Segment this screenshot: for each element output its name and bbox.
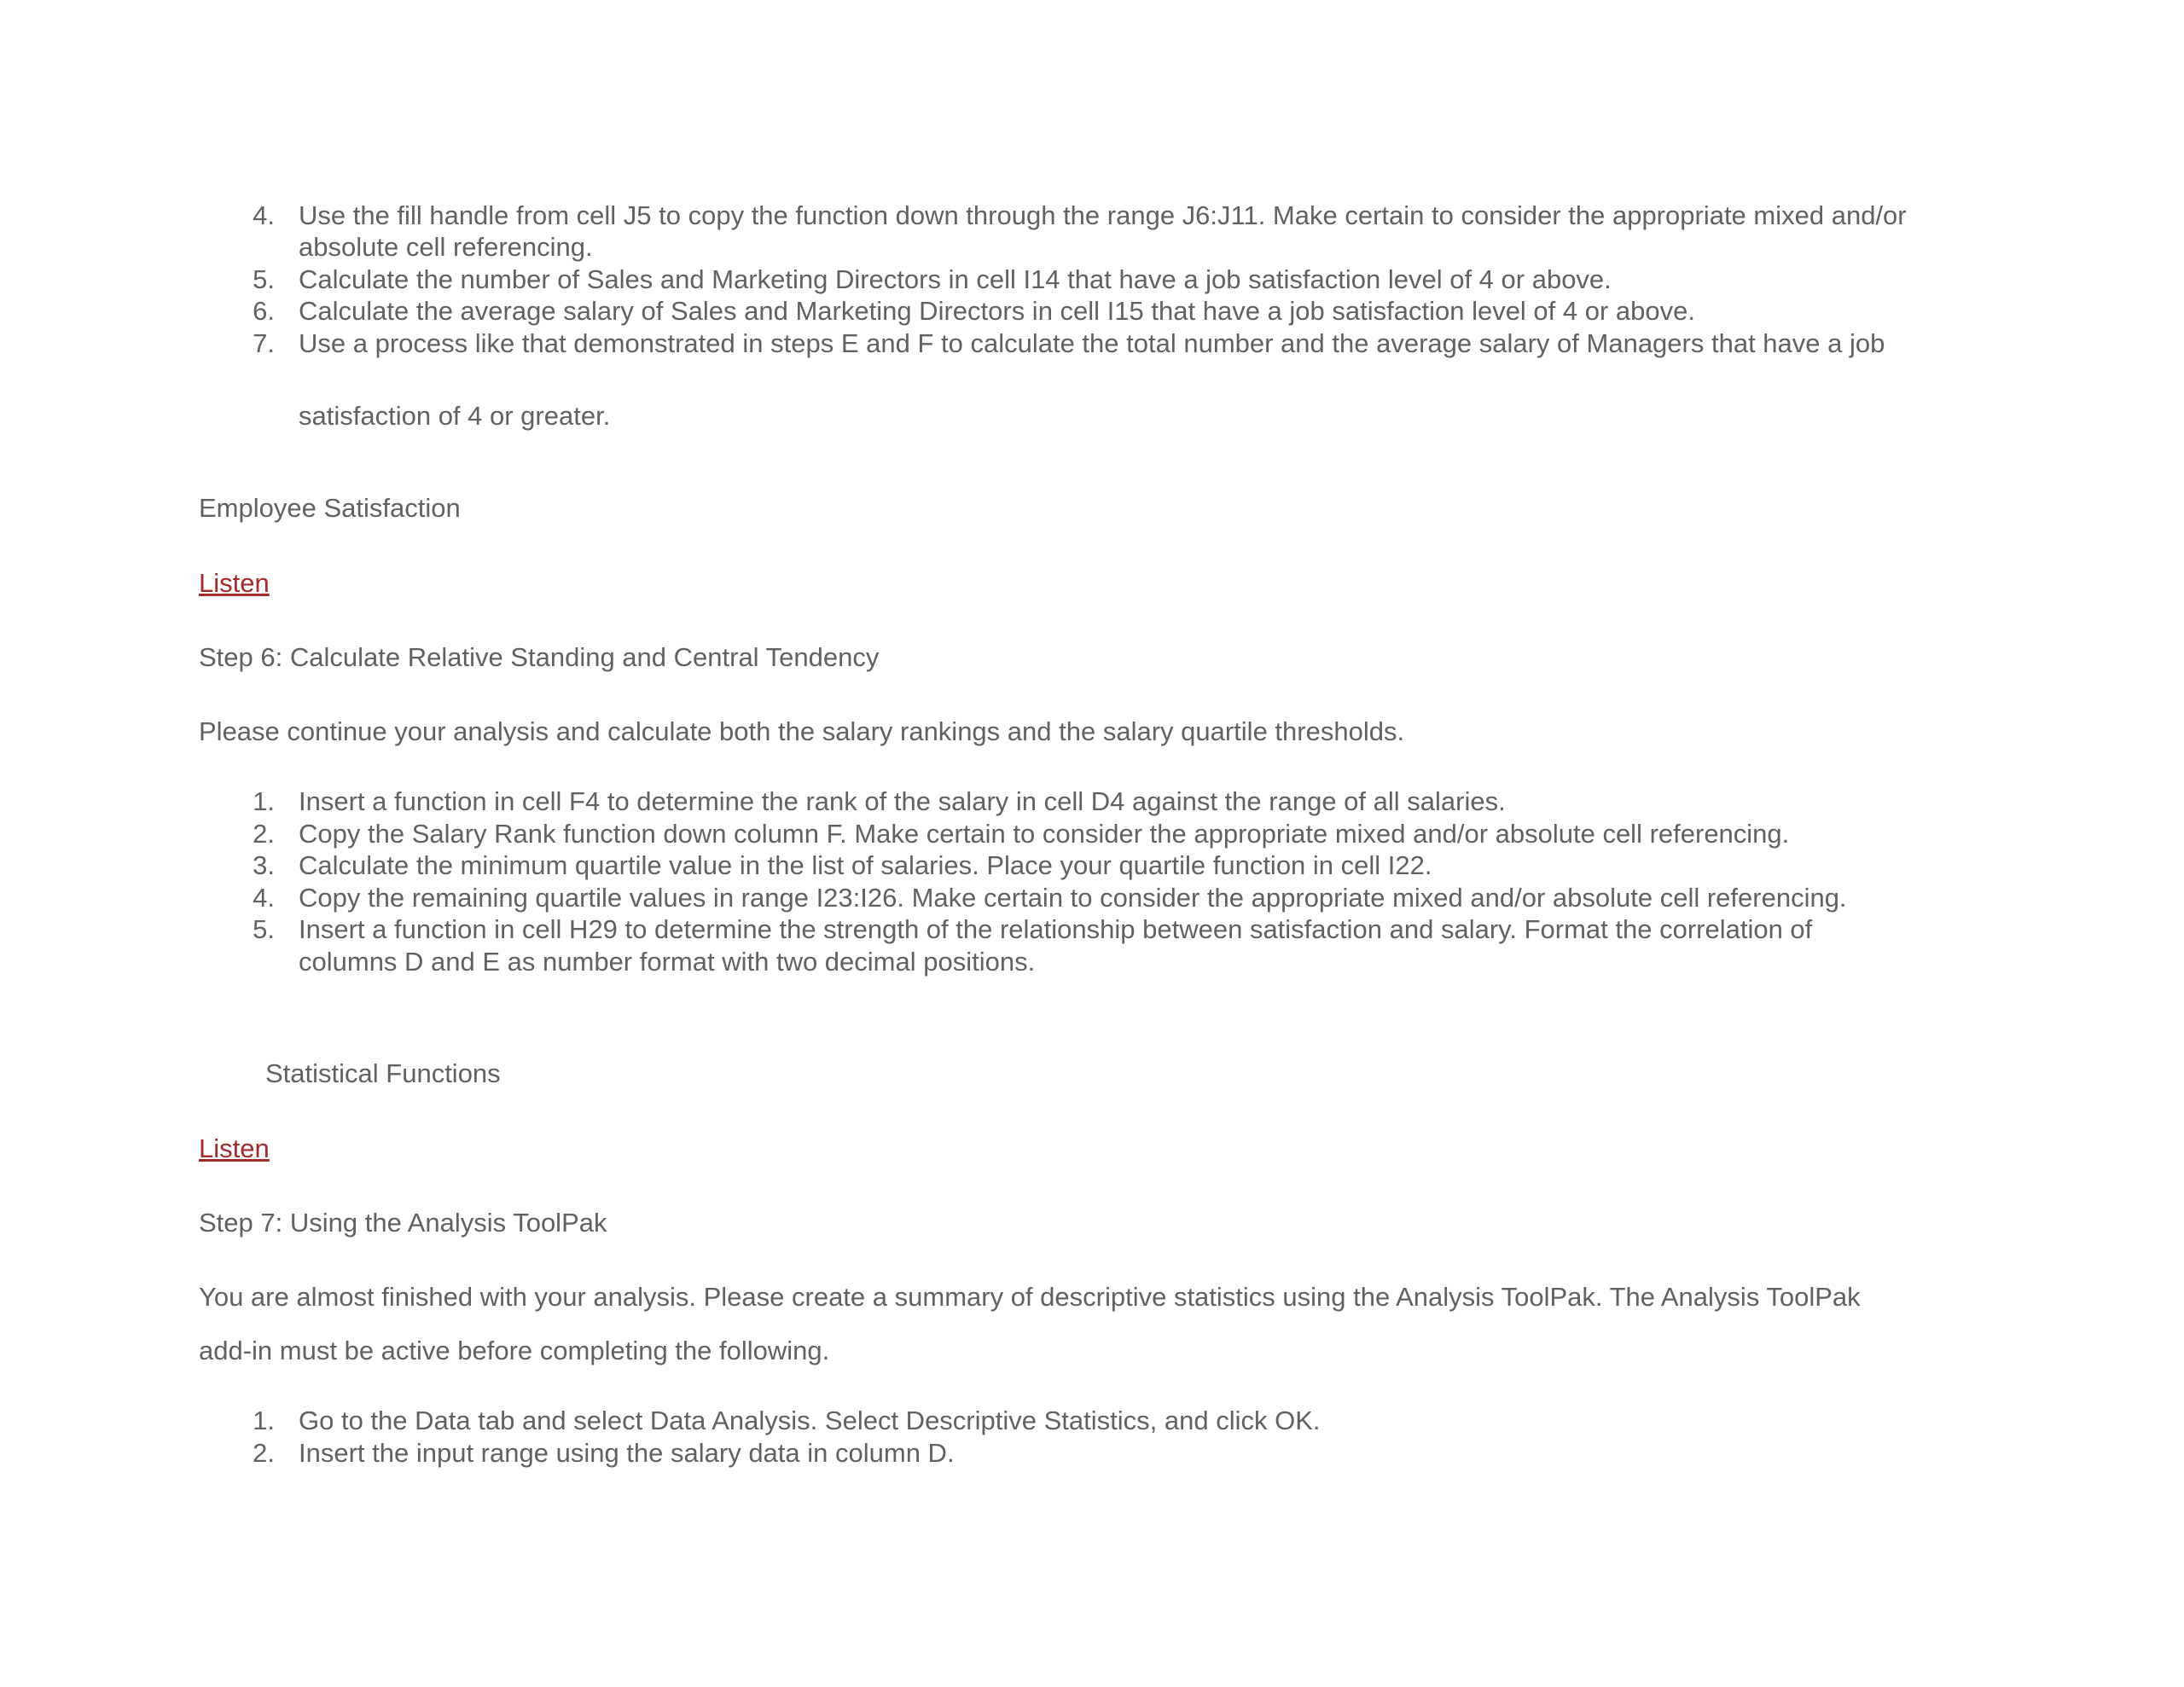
list-item-text-continued: satisfaction of 4 or greater.	[299, 401, 611, 431]
list-item-text: Go to the Data tab and select Data Analysis. Select Descriptive Statistics, and click OK.	[299, 1406, 1321, 1435]
section-heading: Employee Satisfaction	[199, 493, 461, 523]
list-item-text: Calculate the number of Sales and Marketing Directors in cell I14 that have a job satisfaction level of 4 or above.	[299, 264, 1612, 294]
list-item-number: 7.	[253, 328, 275, 358]
list-item-text-continued: columns D and E as number format with two decimal positions.	[299, 947, 1036, 977]
step-title: Step 7: Using the Analysis ToolPak	[199, 1208, 607, 1238]
list-item-number: 5.	[253, 914, 275, 944]
list-item-number: 2.	[253, 1438, 275, 1468]
list-item-number: 4.	[253, 200, 275, 230]
list-item-text-continued: absolute cell referencing.	[299, 232, 593, 262]
list-item-text: Insert the input range using the salary data in column D.	[299, 1438, 955, 1468]
list-item-number: 2.	[253, 819, 275, 849]
list-item-number: 3.	[253, 850, 275, 880]
list-item-text: Calculate the average salary of Sales and Marketing Directors in cell I15 that have a job satisfaction level of 4 or above.	[299, 296, 1696, 326]
step-title: Step 6: Calculate Relative Standing and Central Tendency	[199, 642, 880, 672]
list-item-number: 1.	[253, 786, 275, 816]
list-item-text: Insert a function in cell H29 to determine the strength of the relationship between satisfaction and salary. Format the correlation of	[299, 914, 1813, 944]
intro-paragraph-line: You are almost finished with your analysis. Please create a summary of descriptive statistics using the Analysis ToolPak. The Analysis ToolPak	[199, 1282, 1861, 1312]
list-item-number: 1.	[253, 1406, 275, 1435]
list-item-number: 4.	[253, 883, 275, 913]
listen-link-container	[199, 1133, 2007, 1165]
intro-paragraph: Please continue your analysis and calculate both the salary rankings and the salary quartile thresholds.	[199, 716, 1405, 746]
listen-link[interactable]: Listen	[199, 568, 270, 598]
listen-link[interactable]: Listen	[199, 1133, 270, 1163]
list-item-text: Copy the remaining quartile values in range I23:I26. Make certain to consider the appropriate mixed and/or absolute cell referencing.	[299, 883, 1847, 913]
list-item-text: Use a process like that demonstrated in steps E and F to calculate the total number and the average salary of Managers that have a job	[299, 328, 1885, 358]
list-item-number: 5.	[253, 264, 275, 294]
list-item-text: Calculate the minimum quartile value in the list of salaries. Place your quartile function in cell I22.	[299, 850, 1432, 880]
section-heading: Statistical Functions	[265, 1058, 501, 1088]
listen-link-container	[199, 567, 2007, 600]
intro-paragraph-line: add-in must be active before completing the following.	[199, 1336, 830, 1365]
list-item-text: Copy the Salary Rank function down column F. Make certain to consider the appropriate mixed and/or absolute cell referencing.	[299, 819, 1790, 849]
list-item-text: Use the fill handle from cell J5 to copy the function down through the range J6:J11. Make certain to consider the appropriate mixed and/or	[299, 200, 1907, 230]
list-item-text: Insert a function in cell F4 to determine the rank of the salary in cell D4 against the range of all salaries.	[299, 786, 1506, 816]
list-item-number: 6.	[253, 296, 275, 326]
